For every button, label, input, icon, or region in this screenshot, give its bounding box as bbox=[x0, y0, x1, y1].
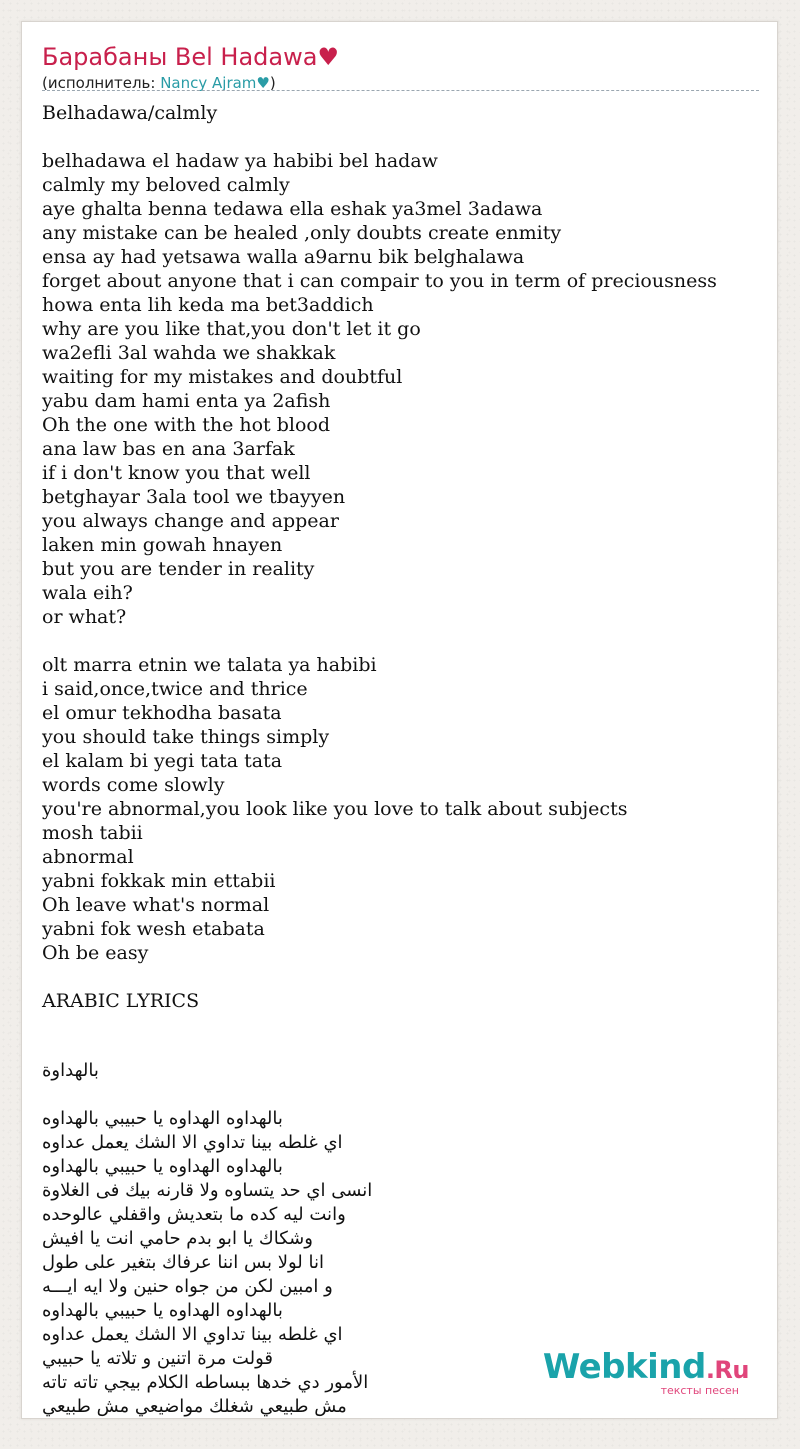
lyric-line: yabu dam hami enta ya 2afish bbox=[42, 390, 331, 412]
arabic-lyric-line: بالهداوه الهداوه يا حبيبي بالهداوه bbox=[42, 1300, 283, 1321]
artist-link[interactable]: Nancy Ajram♥ bbox=[160, 74, 270, 92]
lyric-line bbox=[42, 125, 772, 149]
logo-wordmark bbox=[542, 1347, 749, 1387]
lyric-line: el omur tekhodha basata bbox=[42, 702, 282, 724]
page-title: Барабаны Bel Hadawa♥ bbox=[42, 43, 339, 71]
artist-prefix: (исполнитель: bbox=[42, 74, 161, 92]
arabic-lyric-line: بالهداوه الهداوه يا حبيبي بالهداوه bbox=[42, 1156, 283, 1177]
arabic-lyric-line: انا لولا بس اننا عرفاك بتغير على طول bbox=[42, 1252, 324, 1273]
lyrics-card bbox=[21, 21, 778, 1419]
lyric-line: Oh the one with the hot blood bbox=[42, 414, 331, 436]
logo-tld: .Ru bbox=[705, 1356, 749, 1384]
header-divider bbox=[42, 90, 759, 91]
lyrics-text bbox=[42, 101, 772, 1013]
lyric-line: but you are tender in reality bbox=[42, 558, 315, 580]
lyric-line: betghayar 3ala tool we tbayyen bbox=[42, 486, 346, 508]
lyric-line: ARABIC LYRICS bbox=[42, 990, 200, 1012]
lyric-line: or what? bbox=[42, 606, 127, 628]
lyric-line: yabni fokkak min ettabii bbox=[42, 870, 276, 892]
artist-suffix: ) bbox=[269, 74, 276, 92]
lyric-line: wala eih? bbox=[42, 582, 133, 604]
lyric-line: olt marra etnin we talata ya habibi bbox=[42, 654, 377, 676]
lyric-line: ensa ay had yetsawa walla a9arnu bik belghalawa bbox=[42, 246, 525, 268]
lyric-line: abnormal bbox=[42, 846, 134, 868]
arabic-lyric-line: وانت ليه كده ما بتعديش واقفلي عالوحده bbox=[42, 1204, 346, 1225]
site-logo[interactable] bbox=[542, 1347, 749, 1397]
lyric-line: yabni fok wesh etabata bbox=[42, 918, 265, 940]
lyric-line: mosh tabii bbox=[42, 822, 143, 844]
lyric-line: you're abnormal,you look like you love to talk about subjects bbox=[42, 798, 628, 820]
lyric-line: Oh be easy bbox=[42, 942, 149, 964]
arabic-lyric-line: بالهداوه الهداوه يا حبيبي بالهداوه bbox=[42, 1108, 283, 1129]
logo-tagline: тексты песен bbox=[660, 1384, 739, 1397]
lyric-line: if i don't know you that well bbox=[42, 462, 311, 484]
lyric-line: waiting for my mistakes and doubtful bbox=[42, 366, 403, 388]
arabic-lyric-line: وشكاك يا ابو بدم حامي انت يا افيش bbox=[42, 1228, 313, 1249]
lyric-line: howa enta lih keda ma bet3addich bbox=[42, 294, 374, 316]
arabic-lyric-line: اي غلطه بينا تداوي الا الشك يعمل عداوه bbox=[42, 1324, 343, 1345]
lyric-line: words come slowly bbox=[42, 774, 225, 796]
lyric-line: Oh leave what's normal bbox=[42, 894, 270, 916]
arabic-lyrics-text bbox=[42, 1059, 372, 1419]
page-header bbox=[42, 40, 759, 92]
lyric-line: el kalam bi yegi tata tata bbox=[42, 750, 283, 772]
lyric-line: Belhadawa/calmly bbox=[42, 102, 218, 124]
arabic-lyric-line: و امبين لكن من جواه حنين ولا ايه ايـــه bbox=[42, 1276, 333, 1297]
lyric-line bbox=[42, 965, 772, 989]
lyric-line: you should take things simply bbox=[42, 726, 330, 748]
lyric-line: i said,once,twice and thrice bbox=[42, 678, 308, 700]
lyric-line: ana law bas en ana 3arfak bbox=[42, 438, 295, 460]
lyric-line: belhadawa el hadaw ya habibi bel hadaw bbox=[42, 150, 438, 172]
lyric-line: laken min gowah hnayen bbox=[42, 534, 283, 556]
lyric-line: why are you like that,you don't let it go bbox=[42, 318, 421, 340]
lyric-line: calmly my beloved calmly bbox=[42, 174, 290, 196]
logo-brand: Webkind bbox=[542, 1347, 706, 1387]
lyric-line: aye ghalta benna tedawa ella eshak ya3mel 3adawa bbox=[42, 198, 543, 220]
arabic-lyric-line: انسى اي حد يتساوه ولا قارنه بيك فى الغلاوة bbox=[42, 1180, 373, 1201]
lyric-line: forget about anyone that i can compair to you in term of preciousness bbox=[42, 270, 717, 292]
arabic-lyric-line: الأمور دي خدها ببساطه الكلام بيجي تاته تاته bbox=[42, 1372, 369, 1393]
arabic-lyric-line: بالهداوة bbox=[42, 1060, 99, 1081]
arabic-lyric-line: اي غلطه بينا تداوي الا الشك يعمل عداوه bbox=[42, 1132, 343, 1153]
arabic-lyric-line: قولت مرة اتنين و تلاته يا حبيبي bbox=[42, 1348, 273, 1369]
arabic-lyric-line: مش طبيعي شغلك مواضيعي مش طبيعي bbox=[42, 1396, 347, 1417]
lyric-line: you always change and appear bbox=[42, 510, 339, 532]
lyric-line: any mistake can be healed ,only doubts create enmity bbox=[42, 222, 562, 244]
lyric-line bbox=[42, 629, 772, 653]
lyric-line: wa2efli 3al wahda we shakkak bbox=[42, 342, 336, 364]
